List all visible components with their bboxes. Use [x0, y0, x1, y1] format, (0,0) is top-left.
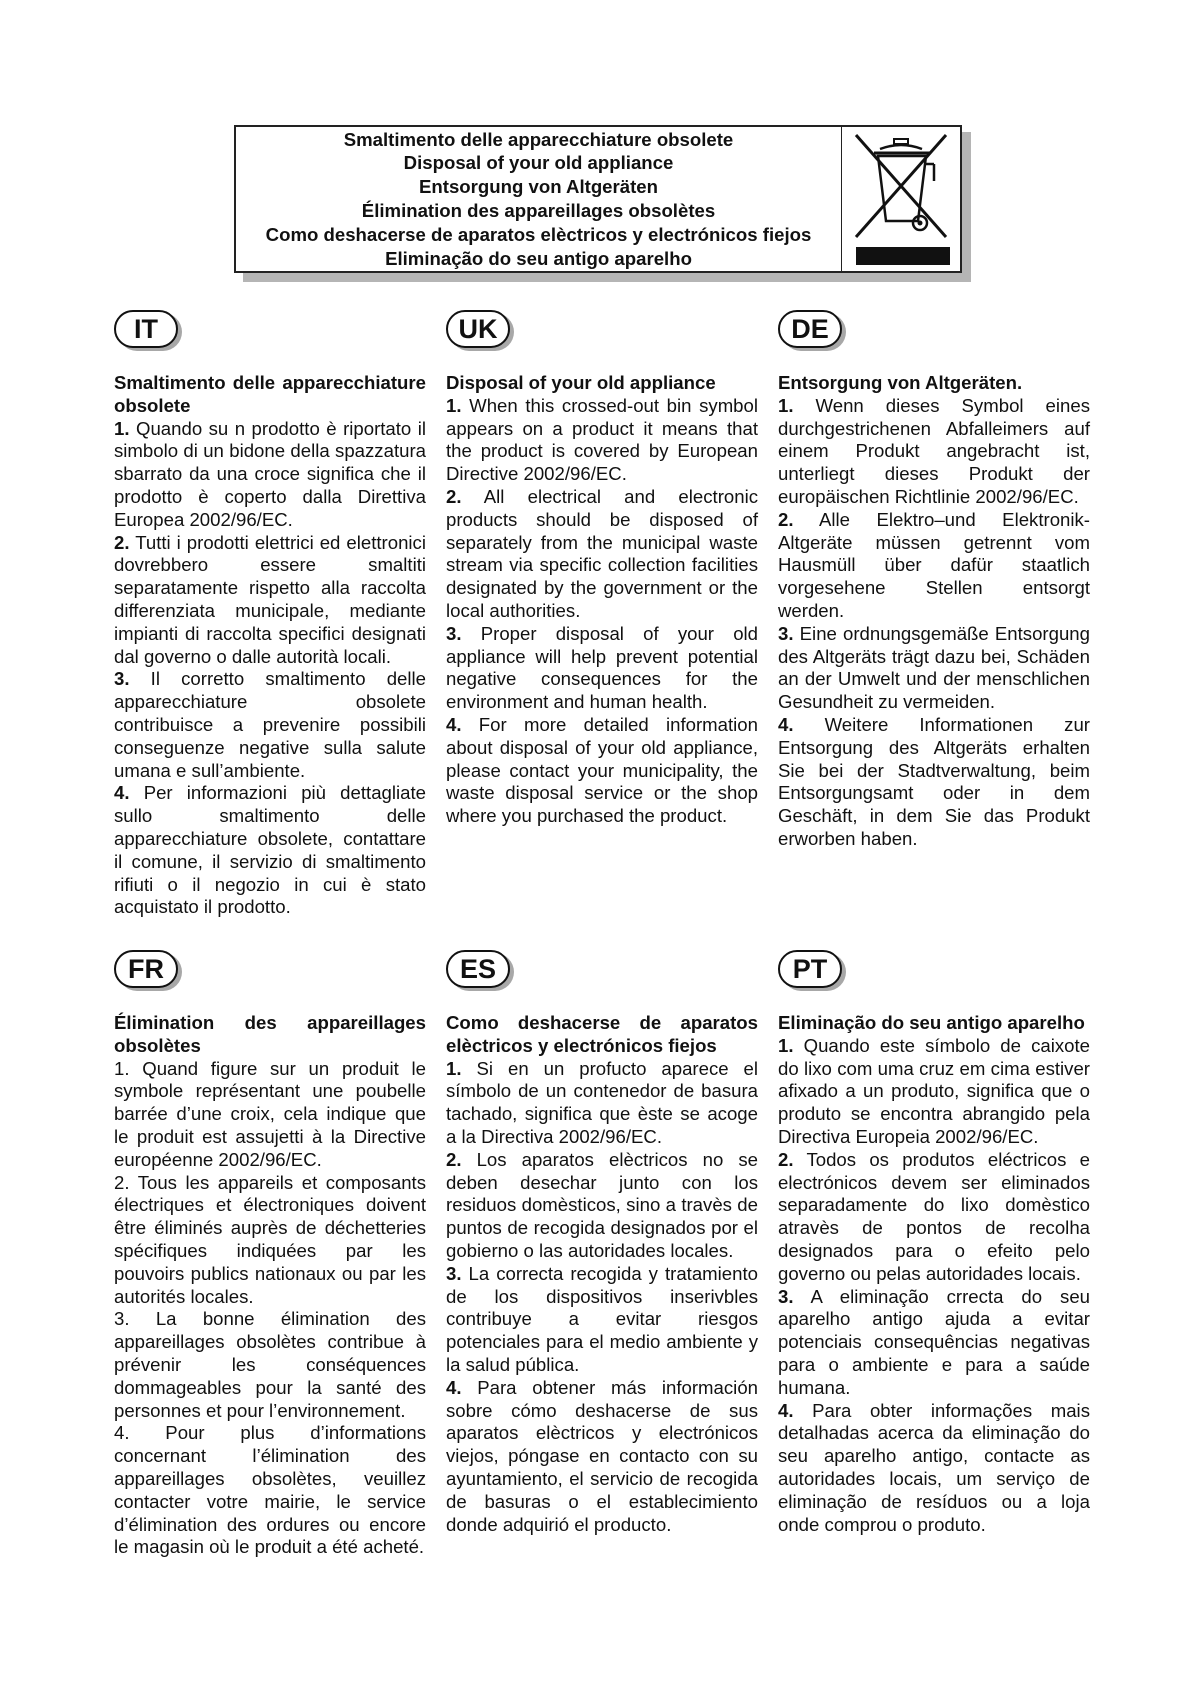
- item-number: 3.: [778, 1285, 794, 1307]
- section-fr-item-4: [114, 1422, 426, 1559]
- item-text: La correcta recogida y tratamiento de los dispositivos inserivbles contribuye a evitar riesgos potenciales para el medio ambiente y la salud pública.: [446, 1262, 758, 1375]
- item-number: 1.: [446, 394, 462, 416]
- item-text: Quand figure sur un produit le symbole représentant une poubelle barrée d’une croix, cela indique que le produit est assujetti à la Directive européenne 2002/96/EC.: [114, 1057, 426, 1170]
- item-number: 3.: [778, 622, 794, 644]
- item-text: When this crossed-out bin symbol appears on a product it means that the product is covered by European Directive 2002/96/EC.: [446, 394, 758, 485]
- item-text: Wenn dieses Symbol eines durchgestrichenen Abfalleimers auf einem Produkt angebracht ist, unterliegt dieses Produkt der europäischen Richtlinie 2002/96/EC.: [778, 394, 1090, 507]
- section-uk: [446, 310, 758, 828]
- section-uk-item-3: [446, 623, 758, 714]
- section-uk-item-2: [446, 486, 758, 623]
- section-pt-item-1: [778, 1035, 1090, 1149]
- badge-pt-label: PT: [778, 950, 842, 988]
- badge-fr-label: FR: [114, 950, 178, 988]
- item-number: 1.: [778, 1034, 794, 1056]
- crossed-out-wheelie-bin-icon: [842, 127, 960, 271]
- item-number: 2.: [446, 485, 462, 507]
- section-it-item-3: [114, 668, 426, 782]
- item-text: Proper disposal of your old appliance will help prevent potential negative consequences for the environment and human health.: [446, 622, 759, 713]
- item-number: 2.: [114, 531, 130, 553]
- badge-es-label: ES: [446, 950, 510, 988]
- badge-de: [778, 310, 842, 350]
- section-pt: [778, 950, 1090, 1536]
- section-fr-title: Élimination des appareillages obsolètes: [114, 1012, 426, 1056]
- item-text: For more detailed information about disposal of your old appliance, please contact your municipality, the waste disposal service or the shop where you purchased the product.: [446, 713, 758, 827]
- item-text: Per informazioni più dettagliate sullo smaltimento delle apparecchiature obsolete, contattare il comune, il servizio di smaltimento rifiuti o il negozio in cui è stato acquistato il prodotto.: [114, 782, 426, 918]
- item-number: 2.: [778, 1148, 794, 1170]
- section-pt-title: Eliminação do seu antigo aparelho: [778, 1012, 1085, 1033]
- item-number: 1.: [446, 1057, 462, 1079]
- item-text: Quando este símbolo de caixote do lixo com uma cruz em cima estiver afixado a un produto, significa que o produto se encontra abrangido pela Directiva Europeia 2002/96/EC.: [778, 1034, 1090, 1147]
- section-it-item-2: [114, 532, 426, 669]
- section-es-item-3: [446, 1263, 758, 1377]
- item-number: 4.: [778, 713, 794, 735]
- section-fr: [114, 950, 426, 1559]
- section-de-item-3: [778, 623, 1090, 714]
- section-it-title: Smaltimento delle apparecchiature obsolete: [114, 372, 426, 416]
- item-number: 4.: [778, 1399, 794, 1421]
- item-number: 4.: [446, 713, 462, 735]
- section-es-item-1: [446, 1058, 758, 1149]
- badge-uk-label: UK: [446, 310, 510, 348]
- section-pt-item-4: [778, 1400, 1090, 1537]
- section-es-title: Como deshacerse de aparatos elèctricos y electrónicos fiejos: [446, 1012, 758, 1056]
- section-uk-item-1: [446, 395, 758, 486]
- section-uk-item-4: [446, 714, 758, 828]
- item-number: 3.: [446, 1262, 462, 1284]
- section-fr-item-2: [114, 1172, 426, 1309]
- badge-uk: [446, 310, 510, 350]
- item-text: Alle Elektro–und Elektronik-Altgeräte müssen getrennt vom Hausmüll über dafür staatlich vorgesehene Stellen entsorgt werden.: [778, 508, 1090, 621]
- section-de-item-4: [778, 714, 1090, 851]
- header-title-pt: Eliminação do seu antigo aparelho: [385, 247, 692, 269]
- section-es-item-2: [446, 1149, 758, 1263]
- section-it-item-1: [114, 418, 426, 532]
- item-text: Si en un profucto aparece el símbolo de un contenedor de basura tachado, significa que èste se acoge a la Directiva 2002/96/EC.: [446, 1057, 759, 1147]
- header-title-es: Como deshacerse de aparatos elèctricos y electrónicos fiejos: [265, 223, 812, 245]
- item-number: 3.: [114, 1308, 130, 1330]
- section-de-item-1: [778, 395, 1090, 509]
- item-number: 1.: [778, 394, 794, 416]
- section-es-item-4: [446, 1377, 758, 1537]
- badge-it: [114, 310, 178, 350]
- section-fr-item-3: [114, 1308, 426, 1422]
- item-number: 2.: [778, 508, 794, 530]
- badge-fr: [114, 950, 178, 990]
- section-de: [778, 310, 1090, 851]
- item-text: Il corretto smaltimento delle apparecchiature obsolete contribuisce a prevenire possibili conseguenze negative sulla salute umana e sull’ambiente.: [114, 668, 426, 781]
- item-number: 3.: [446, 622, 462, 644]
- item-number: 1.: [114, 417, 130, 439]
- section-pt-item-2: [778, 1149, 1090, 1286]
- item-number: 1.: [114, 1057, 130, 1079]
- item-text: Para obter informações mais detalhadas acerca da eliminação do seu aparelho antigo, contacte as autoridades locais, um serviço de eliminação de resíduos ou a loja onde comprou o produto.: [778, 1399, 1090, 1535]
- item-text: Tous les appareils et composants électriques et électroniques doivent être éliminés auprès de déchetteries spécifiques indiquées par les pouvoirs publics nationaux ou par les autorités locales.: [114, 1171, 426, 1307]
- section-de-title: Entsorgung von Altgeräten.: [778, 372, 1023, 393]
- item-text: Eine ordnungsgemäße Entsorgung des Altgeräts trägt dazu bei, Schäden an der Umwelt und der menschlichen Gesundheit zu vermeiden.: [778, 622, 1090, 713]
- section-de-item-2: [778, 509, 1090, 623]
- section-it-item-4: [114, 782, 426, 919]
- item-number: 4.: [114, 1422, 130, 1444]
- item-text: Todos os produtos eléctricos e electrónicos devem ser eliminados separadamente do lixo domèstico atravès de pontos de recolha designados para o efeito pelo governo ou pelas autoridades locais.: [778, 1148, 1090, 1284]
- header-titles: [236, 127, 842, 271]
- item-number: 4.: [446, 1376, 462, 1398]
- item-number: 3.: [114, 668, 130, 690]
- header-title-uk: Disposal of your old appliance: [403, 152, 674, 174]
- header-title-fr: Élimination des appareillages obsolètes: [361, 200, 716, 221]
- item-text: Quando su n prodotto è riportato il simbolo di un bidone della spazzatura sbarrato da una croce significa che il prodotto è coperto dalla Direttiva Europea 2002/96/EC.: [114, 417, 427, 530]
- section-es: [446, 950, 758, 1536]
- section-fr-item-1: [114, 1058, 426, 1172]
- item-number: 4.: [114, 782, 130, 804]
- header-icon-bar: [856, 247, 950, 265]
- item-number: 2.: [114, 1171, 130, 1193]
- badge-it-label: IT: [114, 310, 178, 348]
- section-it: [114, 310, 426, 919]
- item-text: Los aparatos elèctricos no se deben desechar junto con los residuos domèsticos, sino a travès de puntos de recogida designados por el gobierno o las autoridades locales.: [446, 1148, 758, 1261]
- badge-de-label: DE: [778, 310, 842, 348]
- item-number: 2.: [446, 1148, 462, 1170]
- item-text: Para obtener más información sobre cómo deshacerse de sus aparatos elèctricos y electrónicos viejos, póngase en contacto con su ayuntamiento, el servicio de recogida de basuras o el establecimiento donde adquirió el producto.: [446, 1376, 758, 1535]
- item-text: La bonne élimination des appareillages obsolètes contribue à prévenir les conséquences dommageables pour la santé des personnes et pour l’environnement.: [114, 1308, 426, 1421]
- item-text: A eliminação crrecta do seu aparelho antigo ajuda a evitar potenciais consequências negativas para o ambiente e para a saúde humana.: [778, 1285, 1090, 1398]
- badge-es: [446, 950, 510, 990]
- item-text: All electrical and electronic products should be disposed of separately from the municipal waste stream via specific collection facilities designated by the government or the local authorities.: [446, 485, 759, 621]
- header-title-de: Entsorgung von Altgeräten: [419, 176, 658, 198]
- section-pt-item-3: [778, 1286, 1090, 1400]
- section-uk-title: Disposal of your old appliance: [446, 372, 716, 393]
- item-text: Tutti i prodotti elettrici ed elettronici dovrebbero essere smaltiti separatamente rispetto alla raccolta differenziata municipale, mediante impianti di raccolta specifici designati dal governo o dalle autorità locali.: [114, 531, 426, 667]
- item-text: Weitere Informationen zur Entsorgung des Altgeräts erhalten Sie bei der Stadtverwaltung, beim Entsorgungsamt oder in dem Geschäft, in dem Sie das Produkt erworben haben.: [778, 713, 1090, 849]
- header-title-it: Smaltimento delle apparecchiature obsolete: [343, 128, 734, 150]
- header-box: [234, 125, 962, 273]
- item-text: Pour plus d’informations concernant l’élimination des appareillages obsolètes, veuillez contacter votre mairie, le service d’élimination des ordures ou encore le magasin où le produit a été acheté.: [114, 1422, 426, 1558]
- badge-pt: [778, 950, 842, 990]
